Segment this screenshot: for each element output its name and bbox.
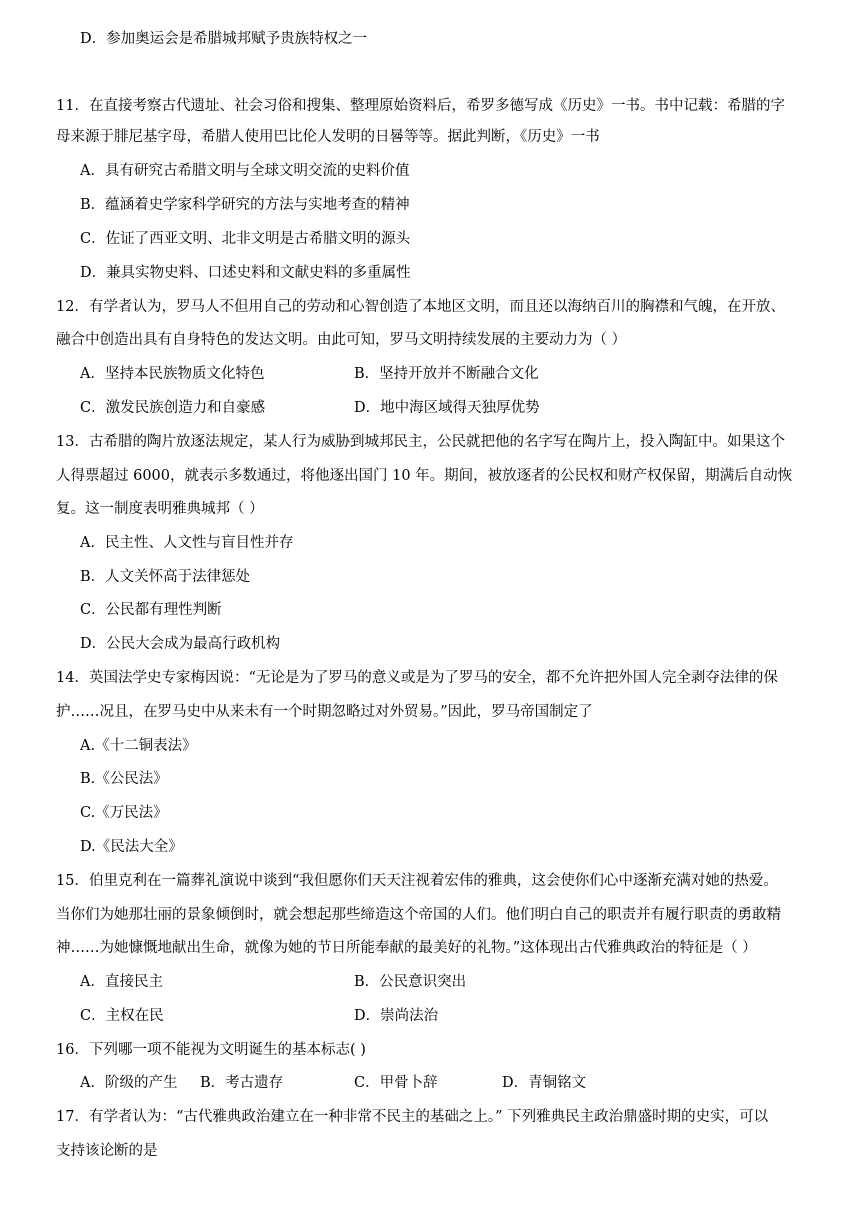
- q14-option-b: B.《公民法》: [80, 771, 168, 787]
- q14-option-a: A.《十二铜表法》: [80, 738, 197, 754]
- q12-option-b: B．坚持开放并不断融合文化: [354, 366, 539, 382]
- q13-stem-line2: 人得票超过 6000，就表示多数通过，将他逐出国门 10 年。期间，被放逐者的公民权和财产权保留，期满后自动恢: [56, 468, 793, 484]
- q15-option-c: C．主权在民: [80, 1008, 164, 1024]
- q14-stem-line2: 护……况且，在罗马史中从来未有一个时期忽略过对外贸易。”因此，罗马帝国制定了: [56, 704, 593, 720]
- q11-option-a: A．具有研究古希腊文明与全球文明交流的史料价值: [80, 163, 410, 179]
- q15-option-b: B．公民意识突出: [354, 974, 467, 990]
- q14-option-c: C.《万民法》: [80, 805, 168, 821]
- q11-option-d: D．兼具实物史料、口述史料和文献史料的多重属性: [80, 265, 411, 281]
- q17-stem-line2: 支持该论断的是: [56, 1143, 158, 1159]
- q11-option-b: B．蕴涵着史学家科学研究的方法与实地考查的精神: [80, 197, 410, 213]
- q15-stem-line3: 神……为她慷慨地献出生命，就像为她的节日所能奉献的最美好的礼物。”这体现出古代雅典政治的特征是（ ）: [56, 940, 757, 956]
- q11-stem-line2: 母来源于腓尼基字母，希腊人使用巴比伦人发明的日晷等等。据此判断，《历史》一书: [56, 129, 600, 145]
- q11-stem-line1: 11．在直接考察古代遗址、社会习俗和搜集、整理原始资料后，希罗多德写成《历史》一书。书中记载：希腊的字: [56, 98, 785, 114]
- q15-stem-line1: 15．伯里克利在一篇葬礼演说中谈到“我但愿你们天天注视着宏伟的雅典，这会使你们心中逐渐充满对她的热爱。: [56, 873, 778, 889]
- q12-option-d: D．地中海区域得天独厚优势: [354, 400, 540, 416]
- q13-stem-line1: 13．古希腊的陶片放逐法规定，某人行为威胁到城邦民主，公民就把他的名字写在陶片上，投入陶缸中。如果这个: [56, 434, 785, 450]
- q10-option-d: D．参加奥运会是希腊城邦赋予贵族特权之一: [80, 31, 368, 47]
- q16-option-c: C．甲骨卜辞: [354, 1075, 438, 1091]
- q13-option-b: B．人文关怀高于法律惩处: [80, 569, 251, 585]
- q13-stem-line3: 复。这一制度表明雅典城邦（ ）: [56, 501, 264, 517]
- q12-stem-line1: 12．有学者认为，罗马人不但用自己的劳动和心智创造了本地区文明，而且还以海纳百川的胸襟和气魄，在开放、: [56, 299, 785, 315]
- q14-option-d: D.《民法大全》: [80, 839, 183, 855]
- q12-option-c: C．激发民族创造力和自豪感: [80, 400, 266, 416]
- q16-option-d: D．青铜铭文: [502, 1075, 587, 1091]
- q15-option-d: D．崇尚法治: [354, 1008, 439, 1024]
- q15-option-a: A．直接民主: [80, 974, 163, 990]
- q16-stem-line1: 16．下列哪一项不能视为文明诞生的基本标志( ): [56, 1042, 366, 1058]
- q14-stem-line1: 14．英国法学史专家梅因说：“无论是为了罗马的意义或是为了罗马的安全，都不允许把外国人完全剥夺法律的保: [56, 670, 778, 686]
- q15-stem-line2: 当你们为她那壮丽的景象倾倒时，就会想起那些缔造这个帝国的人们。他们明白自己的职责并有履行职责的勇敢精: [56, 907, 781, 923]
- q16-option-b: B．考古遗存: [200, 1075, 284, 1091]
- q12-stem-line2: 融合中创造出具有自身特色的发达文明。由此可知，罗马文明持续发展的主要动力为（ ）: [56, 332, 627, 348]
- q16-option-a: A．阶级的产生: [80, 1075, 178, 1091]
- q11-option-c: C．佐证了西亚文明、北非文明是古希腊文明的源头: [80, 231, 411, 247]
- q13-option-a: A．民主性、人文性与盲目性并存: [80, 535, 294, 551]
- q17-stem-line1: 17．有学者认为：“古代雅典政治建立在一种非常不民主的基础之上。” 下列雅典民主政治鼎盛时期的史实，可以: [56, 1109, 769, 1125]
- q13-option-d: D．公民大会成为最高行政机构: [80, 636, 281, 652]
- q12-option-a: A．坚持本民族物质文化特色: [80, 366, 265, 382]
- q13-option-c: C．公民都有理性判断: [80, 602, 222, 618]
